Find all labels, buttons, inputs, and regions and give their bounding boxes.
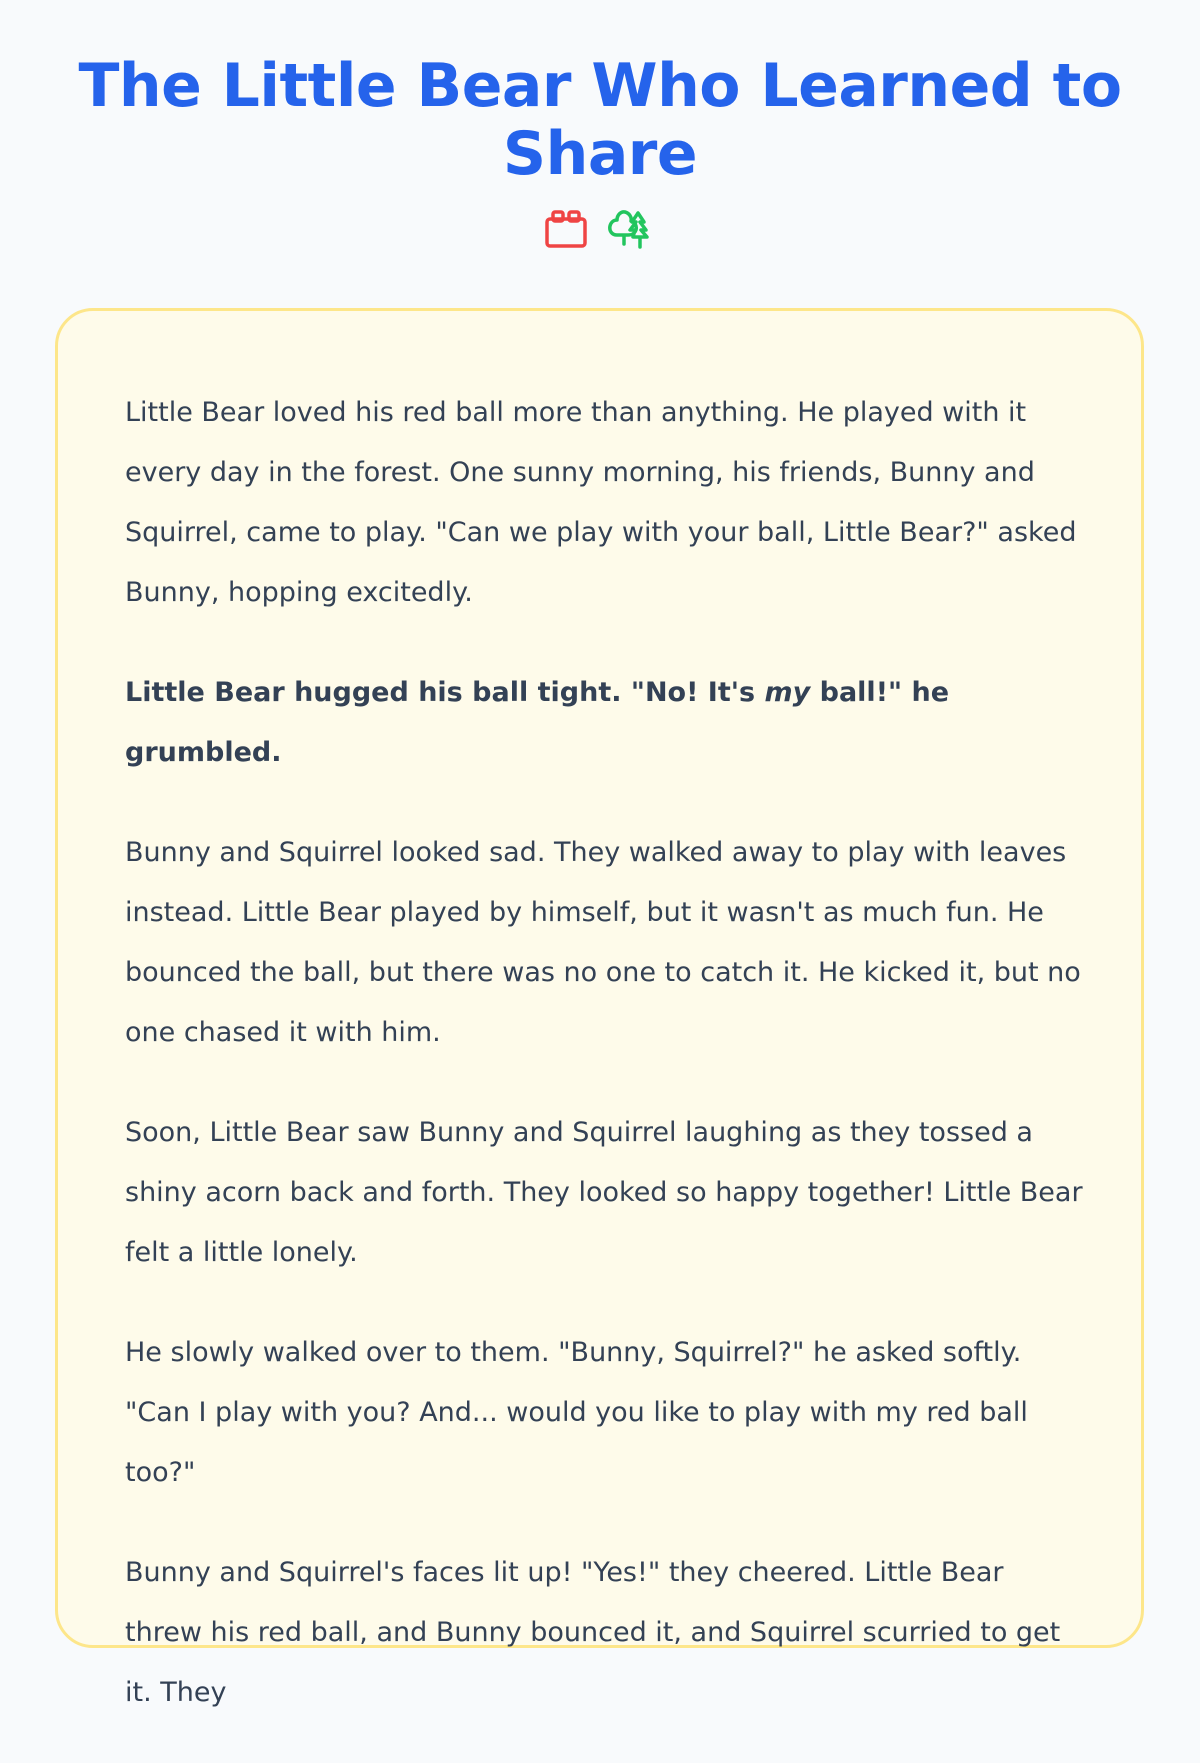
toy-block-icon — [542, 208, 590, 252]
story-card — [55, 308, 1144, 1708]
emphasis-before: Little Bear hugged his ball tight. "No! It's — [125, 677, 765, 708]
story-title: The Little Bear Who Learned to Share — [78, 51, 1122, 189]
story-paragraph-6: Bunny and Squirrel's faces lit up! "Yes!" they cheered. Little Bear threw his red ball, and Bunny bounced it, and Squirrel scurried to get it. They — [125, 1557, 1061, 1708]
story-icons — [0, 206, 1200, 254]
emphasis-after: ball!" he grumbled. — [125, 677, 950, 768]
emphasis-word: my — [764, 677, 811, 708]
story-paragraph-2 — [125, 663, 1085, 783]
story-paragraph-4: Soon, Little Bear saw Bunny and Squirrel laughing as they tossed a shiny acorn back and forth. They looked so happy together! Little Bear felt a little lonely. — [125, 1117, 1083, 1268]
story-paragraph-3: Bunny and Squirrel looked sad. They walked away to play with leaves instead. Little Bear played by himself, but it wasn't as much fun. He bounced the ball, but there was no one to catch it. He kicked it, but no one chased it with him. — [125, 837, 1081, 1048]
trees-icon — [606, 206, 658, 254]
story-body — [125, 383, 1085, 1763]
story-paragraph-5: He slowly walked over to them. "Bunny, Squirrel?" he asked softly. "Can I play with you? And... would you like to play with my red ball too?" — [125, 1337, 1028, 1488]
story-paragraph-1: Little Bear loved his red ball more than anything. He played with it every day in the forest. One sunny morning, his friends, Bunny and Squirrel, came to play. "Can we play with your ball, Little Bear?" asked Bunny, hopping excitedly. — [125, 397, 1077, 608]
